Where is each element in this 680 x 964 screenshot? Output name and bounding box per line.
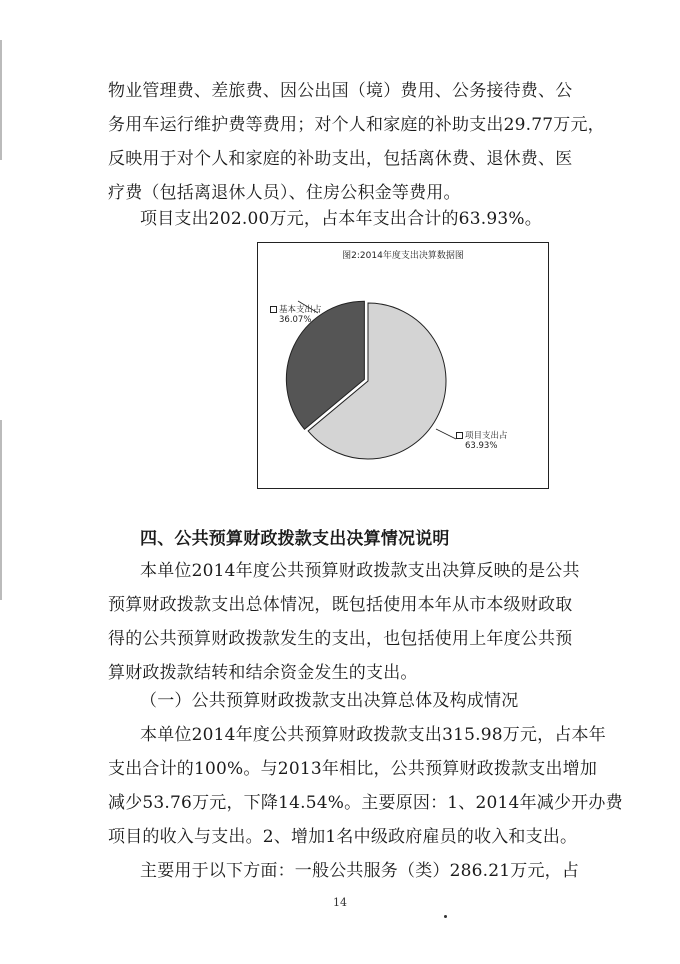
text-line: 疗费（包括离退休人员）、住房公积金等费用。	[108, 183, 461, 203]
page-number: 14	[333, 896, 347, 909]
chart-title: 图2:2014年度支出决算数据图	[342, 251, 464, 261]
legend-item-basic	[270, 305, 322, 325]
text-line: 本单位2014年度公共预算财政拨款支出决算反映的是公共	[140, 561, 580, 581]
text-line: 务用车运行维护费等费用；对个人和家庭的补助支出29.77万元，	[108, 115, 605, 135]
scan-dot	[444, 915, 447, 918]
section-heading: 四、公共预算财政拨款支出决算情况说明	[140, 529, 450, 549]
text-line: 主要用于以下方面：一般公共服务（类）286.21万元，占	[140, 861, 580, 881]
leader-line-project	[436, 429, 456, 439]
text-line: 预算财政拨款支出总体情况，既包括使用本年从市本级财政取	[108, 595, 573, 615]
text-line: 反映用于对个人和家庭的补助支出，包括离休费、退休费、医	[108, 149, 573, 169]
text-line: 得的公共预算财政拨款发生的支出，也包括使用上年度公共预	[108, 629, 573, 649]
slice-name-basic: 基本支出占	[279, 305, 322, 315]
subsection-heading: （一）公共预算财政拨款支出决算总体及构成情况	[140, 691, 519, 711]
legend-swatch	[456, 432, 463, 439]
text-line: 本单位2014年度公共预算财政拨款支出315.98万元，占本年	[140, 725, 606, 745]
slice-value-project: 63.93%	[465, 441, 498, 451]
slice-value-basic: 36.07%	[279, 315, 312, 325]
legend-item-project	[456, 431, 508, 451]
slice-name-project: 项目支出占	[465, 431, 508, 441]
text-line: 项目支出202.00万元，占本年支出合计的63.93%。	[140, 209, 542, 229]
text-line: 减少53.76万元，下降14.54%。主要原因：1、2014年减少开办费	[108, 793, 623, 813]
scan-edge-mark	[0, 420, 2, 600]
text-line: 算财政拨款结转和结余资金发生的支出。	[108, 663, 418, 683]
text-line: 项目的收入与支出。2、增加1名中级政府雇员的收入和支出。	[108, 827, 578, 847]
pie-chart	[257, 242, 549, 489]
scan-edge-mark	[0, 40, 2, 160]
pie-chart-canvas	[258, 243, 550, 490]
text-line: 物业管理费、差旅费、因公出国（境）费用、公务接待费、公	[108, 81, 573, 101]
text-line: 支出合计的100%。与2013年相比，公共预算财政拨款支出增加	[108, 759, 598, 779]
legend-swatch	[270, 306, 277, 313]
